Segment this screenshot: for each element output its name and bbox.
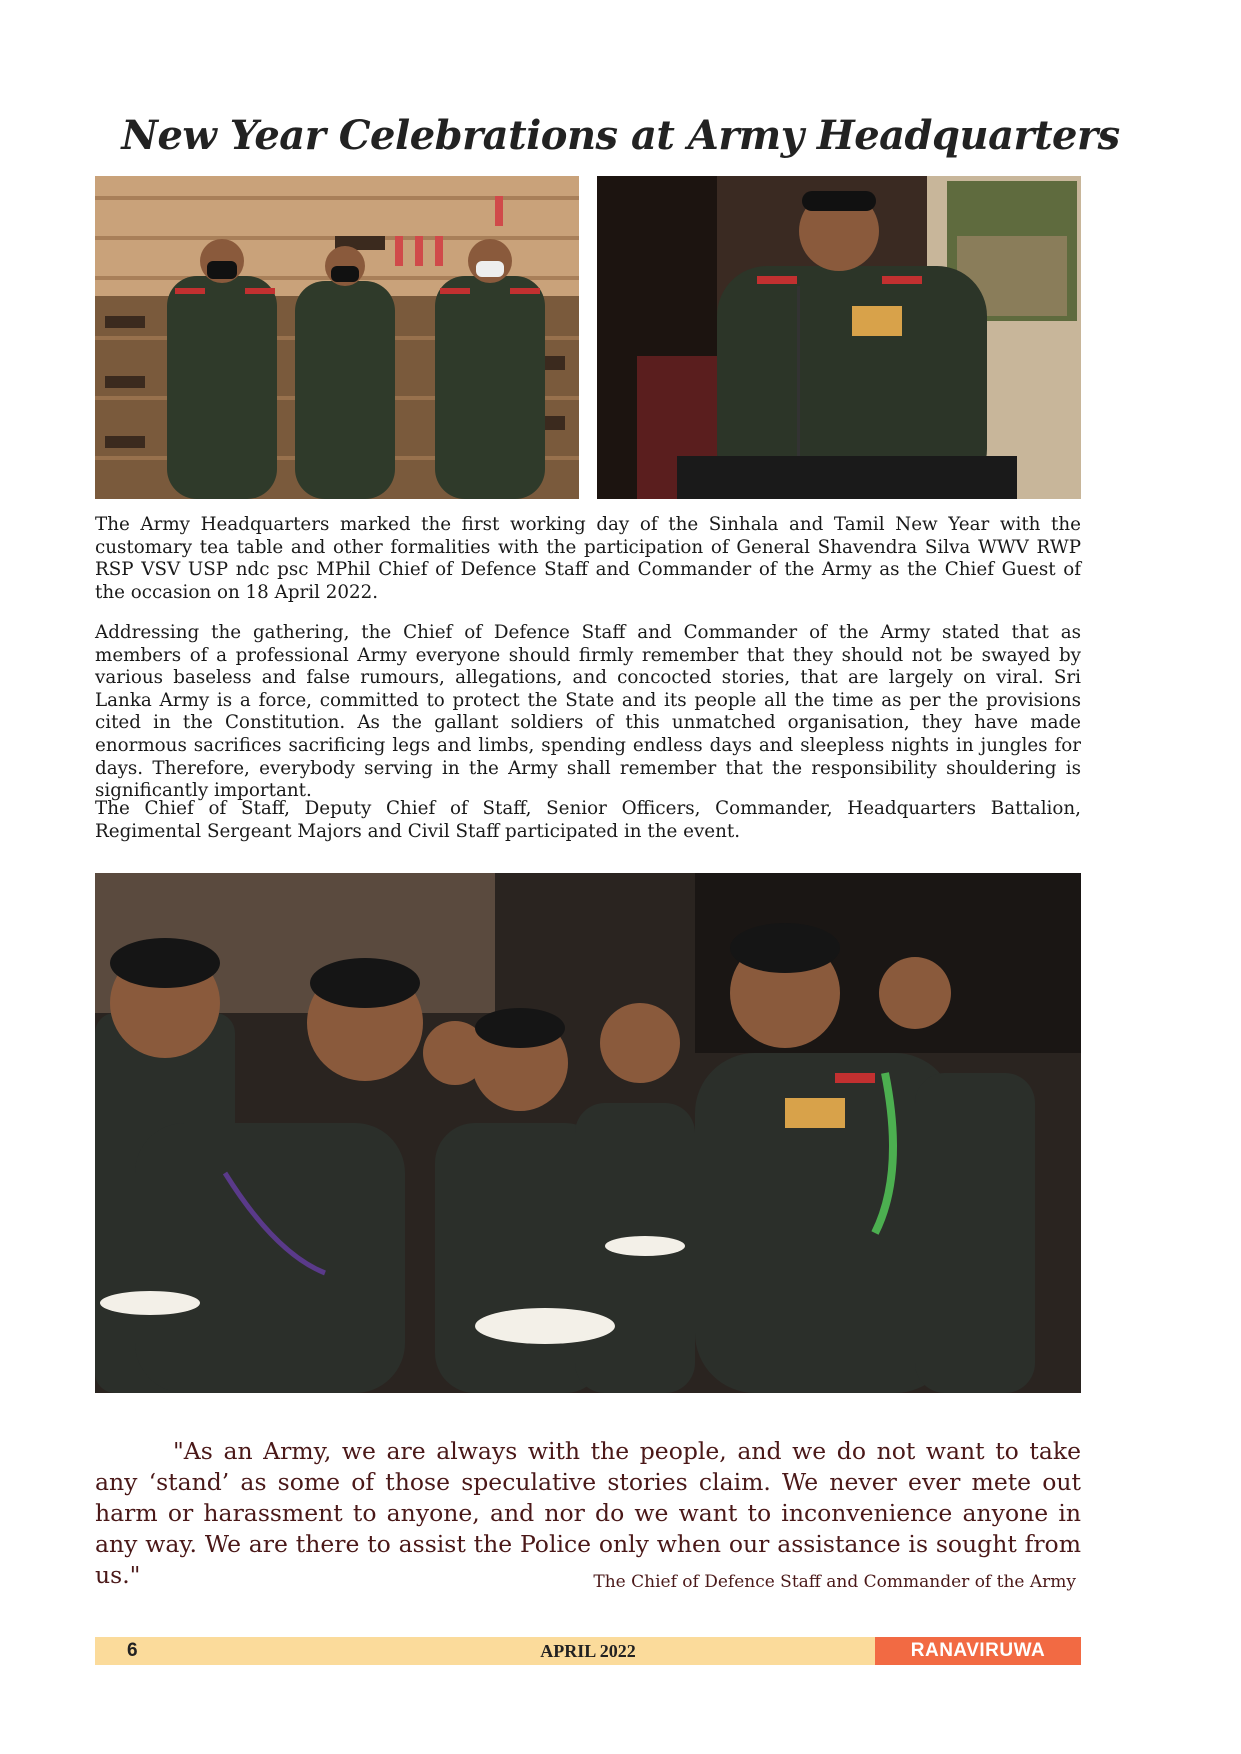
page-number: 6 bbox=[127, 1640, 138, 1661]
page-footer bbox=[95, 1637, 1081, 1665]
paragraph-2: Addressing the gathering, the Chief of Defence Staff and Commander of the Army stated that as members of a professional Army everyone should firmly remember that they should not be swayed by various baseless and false rumours, allegations, and concocted stories, that are largely on viral. Sri Lanka Army is a force, committed to protect the State and its people all the time as per the provisions cited in the Constitution. As the gallant soldiers of this unmatched organisation, they have made enormous sacrifices sacrificing legs and limbs, spending endless days and sleepless nights in jungles for days. Therefore, everybody serving in the Army shall remember that the responsibility shouldering is significantly important. bbox=[95, 622, 1081, 802]
magazine-name: RANAVIRUWA bbox=[875, 1637, 1081, 1665]
paragraph-3: The Chief of Staff, Deputy Chief of Staff, Senior Officers, Commander, Headquarters Battalion, Regimental Sergeant Majors and Civil Staff participated in the event. bbox=[95, 798, 1081, 842]
article-title: New Year Celebrations at Army Headquarters bbox=[121, 112, 1120, 159]
quote-attribution: The Chief of Defence Staff and Commander of the Army bbox=[593, 1572, 1076, 1592]
paragraph-1: The Army Headquarters marked the first working day of the Sinhala and Tamil New Year with the customary tea table and other formalities with the participation of General Shavendra Silva WWV RWP RSP VSV USP ndc psc MPhil Chief of Defence Staff and Commander of the Army as the Chief Guest of the occasion on 18 April 2022. bbox=[95, 514, 1081, 603]
issue-date: APRIL 2022 bbox=[540, 1641, 636, 1661]
soldiers-tea-table-photo bbox=[95, 873, 1081, 1393]
officers-group-photo bbox=[95, 176, 579, 499]
commander-speech-photo bbox=[597, 176, 1081, 499]
pull-quote: "As an Army, we are always with the people, and we do not want to take any ‘stand’ as some of those speculative stories claim. We never ever mete out harm or harassment to anyone, and nor do we want to inconvenience anyone in any way. We are there to assist the Police only when our assistance is sought from us." bbox=[95, 1437, 1081, 1589]
